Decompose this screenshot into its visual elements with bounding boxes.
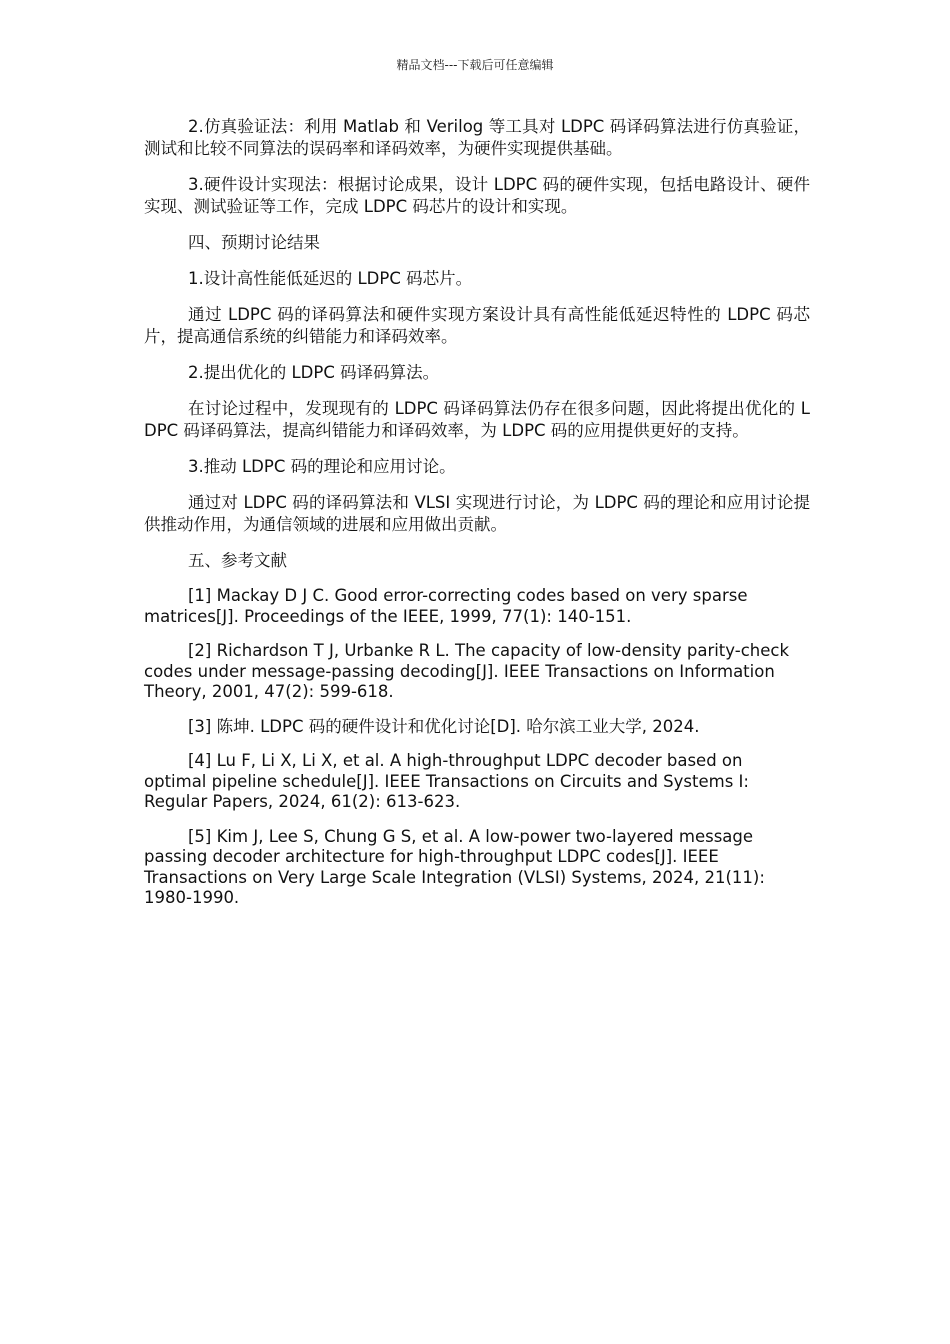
section-heading-references: 五、参考文献 xyxy=(188,551,287,570)
reference-item-5: [5] Kim J, Lee S, Chung G S, et al. A low-power two-layered message passing decoder architecture for high-throughput LDPC codes[J]. IEEE Transactions on Very Large Scale Integration (VLSI) Systems, 2024, 21(11): 1980-1990. xyxy=(144,826,765,907)
reference-item-1: [1] Mackay D J C. Good error-correcting codes based on very sparse matrices[J]. Proceedings of the IEEE, 1999, 77(1): 140-151. xyxy=(144,586,748,626)
result-item-1-body: 通过 LDPC 码的译码算法和硬件实现方案设计具有高性能低延迟特性的 LDPC 码芯片，提高通信系统的纠错能力和译码效率。 xyxy=(144,305,810,346)
reference-item-4: [4] Lu F, Li X, Li X, et al. A high-throughput LDPC decoder based on optimal pipeline schedule[J]. IEEE Transactions on Circuits and Systems I: Regular Papers, 2024, 61(2): 613-623. xyxy=(144,751,749,811)
result-item-1-title: 1.设计高性能低延迟的 LDPC 码芯片。 xyxy=(188,269,473,288)
result-item-2-body: 在讨论过程中，发现现有的 LDPC 码译码算法仍存在很多问题，因此将提出优化的 LDPC 码译码算法，提高纠错能力和译码效率，为 LDPC 码的应用提供更好的支持。 xyxy=(144,399,810,440)
reference-item-3: [3] 陈坤. LDPC 码的硬件设计和优化讨论[D]. 哈尔滨工业大学, 2024. xyxy=(188,716,700,736)
section-heading-expected-results: 四、预期讨论结果 xyxy=(188,233,320,252)
page-header: 精品文档---下载后可任意编辑 xyxy=(396,58,554,72)
result-item-3-title: 3.推动 LDPC 码的理论和应用讨论。 xyxy=(188,457,456,476)
paragraph-simulation-method: 2.仿真验证法：利用 Matlab 和 Verilog 等工具对 LDPC 码译码算法进行仿真验证，测试和比较不同算法的误码率和译码效率，为硬件实现提供基础。 xyxy=(144,117,810,158)
result-item-2-title: 2.提出优化的 LDPC 码译码算法。 xyxy=(188,363,440,382)
paragraph-hardware-method: 3.硬件设计实现法：根据讨论成果，设计 LDPC 码的硬件实现，包括电路设计、硬件实现、测试验证等工作，完成 LDPC 码芯片的设计和实现。 xyxy=(144,175,810,216)
document-body xyxy=(144,116,810,923)
result-item-3-body: 通过对 LDPC 码的译码算法和 VLSI 实现进行讨论，为 LDPC 码的理论和应用讨论提供推动作用，为通信领域的进展和应用做出贡献。 xyxy=(144,493,810,534)
reference-item-2: [2] Richardson T J, Urbanke R L. The capacity of low-density parity-check codes under message-passing decoding[J]. IEEE Transactions on Information Theory, 2001, 47(2): 599-618. xyxy=(144,641,790,701)
